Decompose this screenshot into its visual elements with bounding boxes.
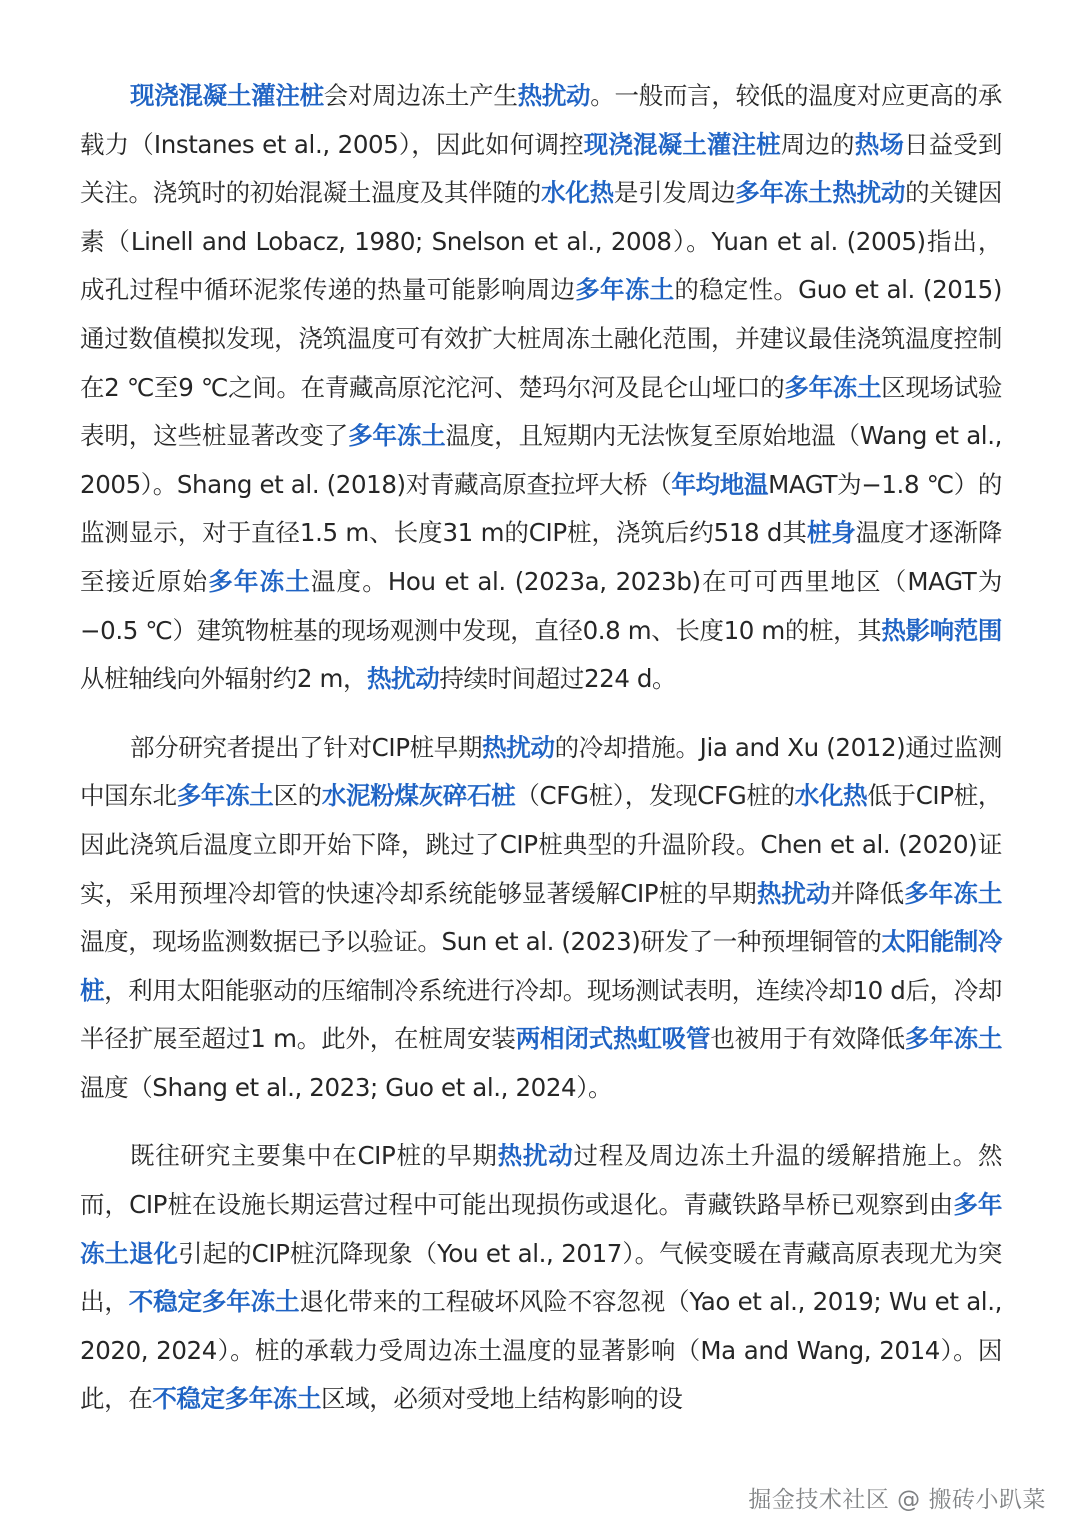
keyword-highlight: 多年冻土 bbox=[176, 781, 274, 811]
paragraph-text: 周边的 bbox=[780, 129, 855, 159]
keyword-highlight: 水泥粉煤灰碎石桩 bbox=[321, 781, 516, 811]
keyword-highlight: 热扰动 bbox=[517, 81, 591, 110]
paragraph-text: 的稳定性。Guo et al. (2015)通过数值模拟发现，浇筑温度可有效扩大桩周冻土融化范围，并建议最佳浇筑温度控制在2 ℃至9 ℃之间。在青藏高原沱沱河、楚玛尔河及昆仑山垭口的 bbox=[80, 275, 1002, 402]
keyword-highlight: 多年冻土热扰动 bbox=[735, 178, 906, 208]
keyword-highlight: 热扰动 bbox=[756, 878, 831, 908]
paragraph-text: 区现场试验表明，这些桩显著改变了 bbox=[80, 372, 1002, 451]
keyword-highlight: 热场 bbox=[854, 129, 904, 159]
paragraph-text: MAGT为−1.8 ℃）的监测显示，对于直径1.5 m、长度31 m的CIP桩，浇筑后约518 d其 bbox=[80, 469, 1003, 548]
paragraph-text: 也被用于有效降低 bbox=[710, 1024, 905, 1054]
paragraph-text: 退化带来的工程破坏风险不容忽视（Yao et al., 2019; Wu et al., 2020, 2024）。桩的承载力受周边冻土温度的显著影响（Ma and Wang, 2014）。因此，在 bbox=[80, 1287, 1002, 1414]
keyword-highlight: 多年冻土 bbox=[208, 566, 311, 596]
keyword-highlight: 水化热 bbox=[794, 781, 868, 811]
paragraph-text: （CFG桩），发现CFG桩的 bbox=[515, 781, 795, 811]
keyword-highlight: 多年冻土 bbox=[575, 275, 675, 305]
keyword-highlight: 热扰动 bbox=[497, 1141, 574, 1171]
article-body bbox=[80, 72, 1002, 1444]
keyword-highlight: 多年冻土 bbox=[904, 878, 1002, 908]
paragraph-text: 温度（Shang et al., 2023; Guo et al., 2024）。 bbox=[80, 1072, 613, 1102]
paragraph-2 bbox=[80, 724, 1002, 1113]
keyword-highlight: 水化热 bbox=[541, 178, 614, 208]
paragraph-text: 会对周边冻土产生 bbox=[323, 81, 518, 110]
paragraph-text: 的冷却措施。Jia and Xu (2012)通过监测中国东北 bbox=[80, 732, 1002, 811]
paragraph-text: 是引发周边 bbox=[613, 178, 736, 208]
paragraph-text: 低于CIP桩，因此浇筑后温度立即开始下降，跳过了CIP桩典型的升温阶段。Chen et al. (2020)证实，采用预埋冷却管的快速冷却系统能够显著缓解CIP桩的早期 bbox=[80, 781, 1002, 908]
keyword-highlight: 多年冻土 bbox=[784, 372, 882, 402]
keyword-highlight: 多年冻土 bbox=[348, 421, 446, 451]
paragraph-text: 。一般而言，较低的温度对应更高的承载力（Instanes et al., 2005），因此如何调控 bbox=[80, 81, 1002, 159]
paragraph-text: 温度。Hou et al. (2023a, 2023b)在可可西里地区（MAGT为−0.5 ℃）建筑物桩基的现场观测中发现，直径0.8 m、长度10 m的桩，其 bbox=[80, 566, 1003, 645]
keyword-highlight: 两相闭式热虹吸管 bbox=[515, 1024, 711, 1054]
keyword-highlight: 不稳定多年冻土 bbox=[152, 1384, 322, 1414]
paragraph-text: 并降低 bbox=[830, 878, 905, 908]
keyword-highlight: 现浇混凝土灌注桩 bbox=[130, 81, 324, 110]
keyword-highlight: 太阳能制冷桩 bbox=[80, 927, 1002, 1005]
paragraph-text: 过程及周边冻土升温的缓解措施上。然而，CIP桩在设施长期运营过程中可能出现损伤或退化。青藏铁路旱桥已观察到由 bbox=[80, 1141, 1002, 1220]
watermark: 掘金技术社区 @ 搬砖小趴菜 bbox=[748, 1487, 1046, 1513]
paragraph-text: 既往研究主要集中在CIP桩的早期 bbox=[130, 1141, 498, 1171]
paragraph-3 bbox=[80, 1132, 1002, 1424]
paragraph-text: 引起的CIP桩沉降现象（You et al., 2017）。气候变暖在青藏高原表现尤为突出， bbox=[80, 1238, 1002, 1317]
paragraph-text: ，利用太阳能驱动的压缩制冷系统进行冷却。现场测试表明，连续冷却10 d后，冷却半径扩展至超过1 m。此外，在桩周安装 bbox=[80, 975, 1002, 1054]
keyword-highlight: 现浇混凝土灌注桩 bbox=[583, 129, 781, 159]
paragraph-text: 的关键因素（Linell and Lobacz, 1980; Snelson et al., 2008）。Yuan et al. (2005)指出，成孔过程中循环泥浆传递的热量可能影响周边 bbox=[80, 178, 1003, 305]
keyword-highlight: 多年冻土 bbox=[904, 1024, 1002, 1054]
paragraph-text: 持续时间超过224 d。 bbox=[439, 664, 677, 694]
paragraph-1 bbox=[80, 72, 1002, 704]
paragraph-text: 从桩轴线向外辐射约2 m， bbox=[80, 664, 368, 694]
paragraph-text: 温度，现场监测数据已予以验证。Sun et al. (2023)研发了一种预埋铜管的 bbox=[80, 927, 882, 957]
keyword-highlight: 热影响范围 bbox=[881, 615, 1003, 645]
keyword-highlight: 多年冻土退化 bbox=[80, 1190, 1003, 1268]
keyword-highlight: 热扰动 bbox=[367, 664, 440, 694]
keyword-highlight: 桩身 bbox=[806, 518, 856, 548]
keyword-highlight: 不稳定多年冻土 bbox=[128, 1287, 300, 1317]
paragraph-text: 区域，必须对受地上结构影响的设 bbox=[321, 1384, 683, 1414]
keyword-highlight: 年均地温 bbox=[671, 469, 769, 499]
paragraph-text: 区的 bbox=[273, 781, 322, 811]
keyword-highlight: 热扰动 bbox=[482, 732, 555, 762]
paragraph-text: 日益受到关注。浇筑时的初始混凝土温度及其伴随的 bbox=[80, 129, 1002, 208]
paragraph-text: 温度才逐渐降至接近原始 bbox=[80, 518, 1002, 596]
paragraph-text: 部分研究者提出了针对CIP桩早期 bbox=[130, 732, 483, 762]
paragraph-text: 温度，且短期内无法恢复至原始地温（Wang et al., 2005）。Shang et al. (2018)对青藏高原查拉坪大桥（ bbox=[80, 421, 1002, 499]
